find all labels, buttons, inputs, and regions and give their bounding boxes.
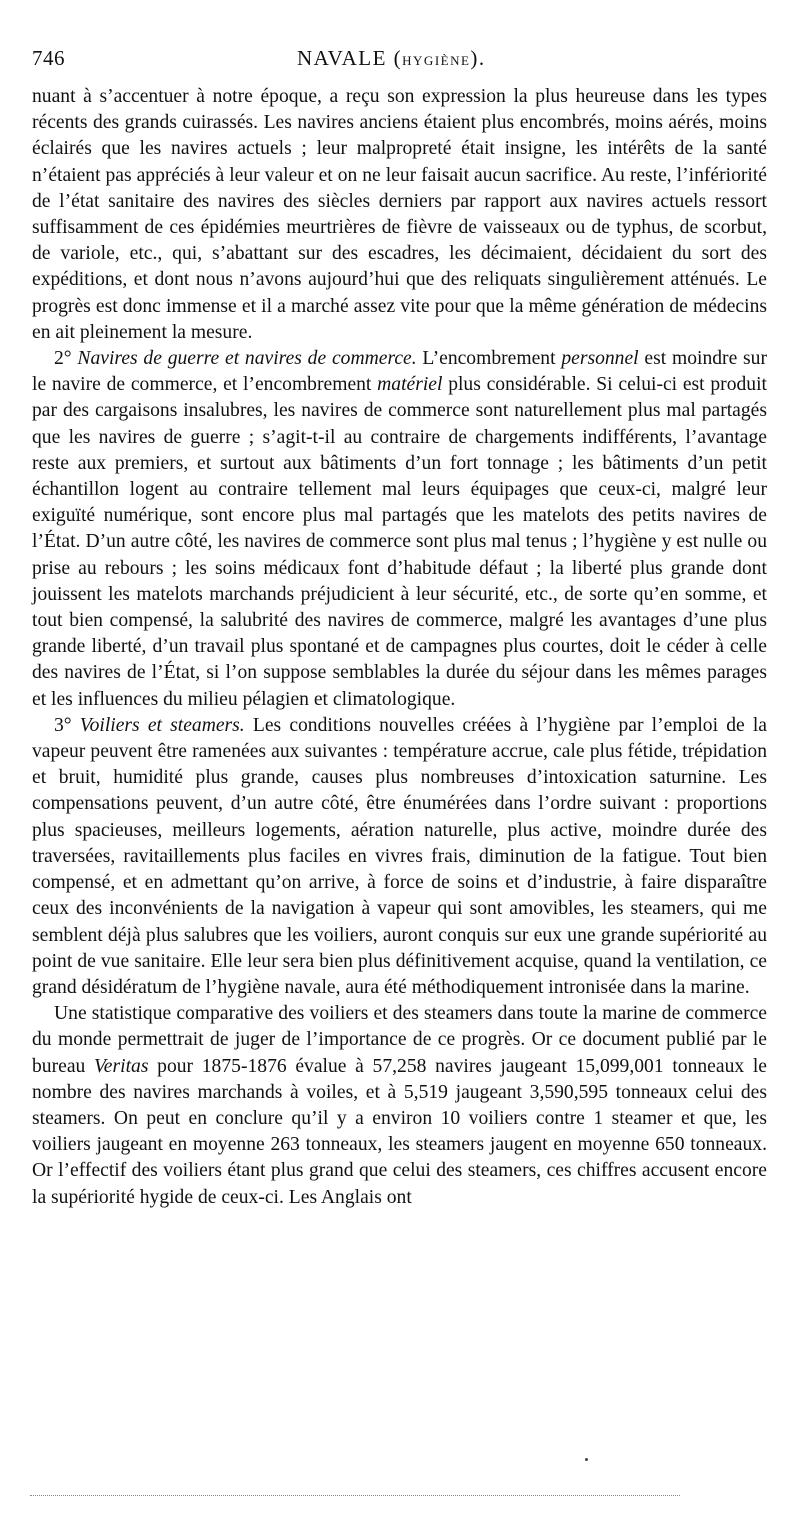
book-page: [32, 40, 767, 1211]
paragraph-navires-guerre-commerce: [32, 346, 767, 713]
running-title-open: (: [386, 46, 403, 70]
section-title-voiliers: Voiliers et steamers.: [79, 714, 245, 736]
paragraph-text: plus considérable. Si celui-ci est produit par des cargaisons insalubres, les navires de commerce sont naturellement plus mal partagés que les navires de guerre ; s’agit-t-il au contraire de chargements indifférents, l’avantage reste aux premiers, et surtout aux bâtiments d’un fort tonnage ; les bâtiments d’un petit échantillon logent au contraire tellement mal leurs équipages que ceux-ci, malgré leur exiguïté numérique, sont encore plus mal partagés que les matelots des petits navires de l’État. D’un autre côté, les navires de commerce sont plus mal tenus ; l’hygiène y est nulle ou prise au rebours ; les soins médicaux font d’habitude défaut ; la liberté plus grande dont jouissent les matelots marchands préjudicient à leur sécurité, etc., de sorte qu’en somme, et tout bien compensé, la salubrité des navires de commerce, malgré les avantages d’une plus grande liberté, d’un travail plus spontané et de campagnes plus courtes, doit le céder à celle des navires de l’État, si l’on suppose semblables la durée du séjour dans les mêmes parages et les influences du milieu pélagien et climatologique.: [32, 374, 767, 710]
section-title-navires: Navires de guerre et navires de commerce.: [77, 348, 417, 370]
running-title-main: NAVALE: [297, 46, 387, 70]
running-header: [32, 40, 767, 84]
ink-speck: [585, 1458, 588, 1461]
page-number: 746: [32, 46, 65, 70]
paragraph-text: Une statistique comparative des voiliers et des steamers dans toute la marine de commerce du monde permettrait de juger de l’importance de ce progrès. Or ce document publié par le bureau: [32, 1003, 767, 1077]
emphasis-veritas: Veritas: [94, 1055, 149, 1077]
running-title-close: ).: [470, 46, 486, 70]
paragraph-text: L’encombrement: [416, 348, 562, 370]
running-title: [297, 46, 486, 71]
body-text: [32, 84, 767, 1211]
paragraph-voiliers-steamers: [32, 713, 767, 1001]
section-number-2: 2°: [54, 348, 78, 370]
section-number-3: 3°: [54, 714, 80, 736]
paragraph-continuation: nuant à s’accentuer à notre époque, a reçu son expression la plus heureuse dans les types récents des grands cuirassés. Les navires anciens étaient plus encombrés, moins aérés, moins éclairés que les navires actuels ; leur malpropreté était insigne, les intérêts de la santé n’étaient pas appréciés à leur valeur et on ne leur faisait aucun sacrifice. Au reste, l’infériorité de l’état sanitaire des navires des siècles derniers par rapport aux navires actuels ressort suffisamment de ces épidémies meurtrières de fièvre de vaisseaux ou de typhus, de scorbut, de variole, etc., qui, s’abattant sur des escadres, les décimaient, décidaient du sort des expéditions, et dont nous n’avons aujourd’hui que des reliquats singulièrement atténués. Le progrès est donc immense et il a marché assez vite pour que la même génération de médecins en ait pleinement la mesure.: [32, 86, 767, 343]
paragraph-text: Les conditions nouvelles créées à l’hygiène par l’emploi de la vapeur peuvent être ramenées aux suivantes : température accrue, cale plus fétide, trépidation et bruit, humidité plus grande, causes plus nombreuses d’intoxication saturnine. Les compensations peuvent, d’un autre côté, être énumérées dans l’ordre suivant : proportions plus spacieuses, meilleurs logements, aération naturelle, plus active, moindre durée des traversées, ravitaillements plus faciles en vivres frais, diminution de la fatigue. Tout bien compensé, et en admettant qu’on arrive, à force de soins et d’industrie, à faire disparaître ceux des inconvénients de la navigation à vapeur qui sont amovibles, les steamers, qui me semblent déjà plus salubres que les voiliers, auront conquis sur eux une grande supériorité au point de vue sanitaire. Elle leur sera bien plus définitivement acquise, quand la ventilation, ce grand désidératum de l’hygiène navale, aura été méthodiquement intronisée dans la marine.: [32, 714, 768, 998]
paragraph-text: pour 1875-1876 évalue à 57,258 navires jaugeant 15,099,001 tonneaux le nombre des navires marchands à voiles, et à 5,519 jaugeant 3,590,595 tonneaux celui des steamers. On peut en conclure qu’il y a environ 10 voiliers contre 1 steamer et que, les voiliers jaugeant en moyenne 263 tonneaux, les steamers jaugent en moyenne 650 tonneaux. Or l’effectif des voiliers étant plus grand que celui des steamers, ces chiffres accusent encore la supériorité hygide de ceux-ci. Les Anglais ont: [32, 1055, 767, 1208]
emphasis-materiel: matériel: [377, 374, 443, 396]
running-title-sub: HYGIÈNE: [402, 53, 471, 68]
footer-dotted-rule: [30, 1495, 680, 1496]
emphasis-personnel: personnel: [561, 348, 639, 370]
paragraph-statistique: [32, 1001, 767, 1211]
paragraph-text: est moindre sur le navire de commerce, et l’encombrement: [32, 348, 767, 396]
